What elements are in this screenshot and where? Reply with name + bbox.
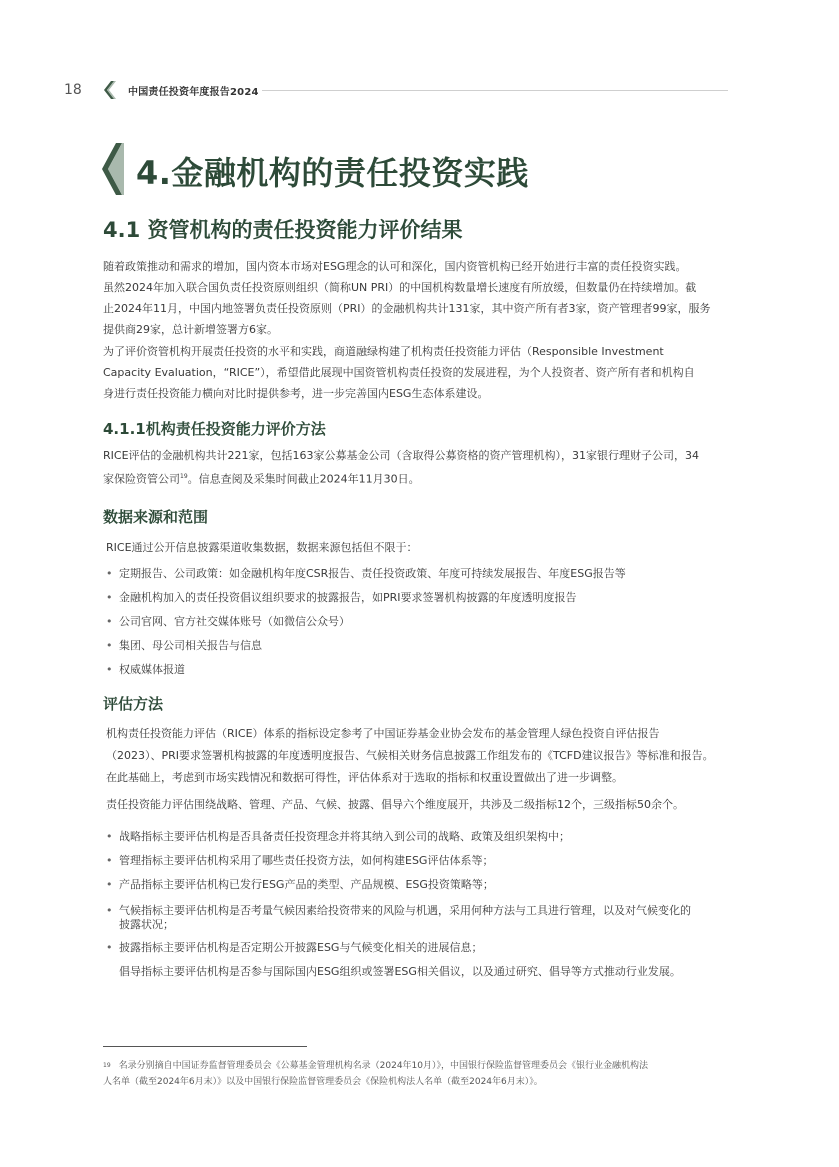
list-item [106,663,185,677]
footnote-ref: 19 [180,473,188,480]
subsection-title: 4.1.1机构责任投资能力评价方法 [103,420,326,438]
subsection-line [103,470,420,487]
bullet-icon: • [106,615,113,628]
list-item-text: 集团、母公司相关报告与信息 [119,639,262,652]
list-item-text: 权威媒体报道 [119,663,185,676]
list-item [106,941,482,955]
bullet-icon: • [106,904,113,917]
list-item [106,854,493,868]
list-item [106,615,350,629]
bullet-icon: • [106,854,113,867]
list-item-text: 产品指标主要评估机构已发行ESG产品的类型、产品规模、ESG投资策略等； [119,878,494,891]
footnote-text: 人名单（截至2024年6月末）》以及中国银行保险监督管理委员会《保险机构法人名单（截至2024年6月末）》。 [103,1077,543,1087]
intro-line: 为了评价资管机构开展责任投资的水平和实践，商道融绿构建了机构责任投资能力评估（Responsible Investment [103,345,664,358]
footnote-number: 19 [103,1062,111,1069]
list-item-text: 战略指标主要评估机构是否具备责任投资理念并将其纳入到公司的战略、政策及组织架构中； [119,830,570,843]
method-line: （2023）、PRI要求签署机构披露的年度透明度报告、气候相关财务信息披露工作组发布的《TCFD建议报告》等标准和报告。 [106,749,714,762]
list-item [106,639,262,653]
intro-line: 止2024年11月，中国内地签署负责任投资原则（PRI）的金融机构共计131家，其中资产所有者3家，资产管理者99家，服务 [103,302,711,315]
section-title: 4.1 资管机构的责任投资能力评价结果 [103,218,463,242]
list-item-text: 气候指标主要评估机构是否考量气候因素给投资带来的风险与机遇，采用何种方法与工具进行管理，以及对气候变化的 [119,904,691,917]
page-number: 18 [64,82,82,98]
list-item [106,830,570,844]
chapter-title: 4.金融机构的责任投资实践 [136,154,529,192]
bullet-icon: • [106,567,113,580]
list-item [106,567,626,581]
list-item-text: 披露指标主要评估机构是否定期公开披露ESG与气候变化相关的进展信息； [119,941,483,954]
bullet-icon: • [106,941,113,954]
bullet-icon: • [106,878,113,891]
subsection-line: RICE评估的金融机构共计221家，包括163家公募基金公司（含取得公募资格的资产管理机构），31家银行理财子公司，34 [103,449,699,462]
header-divider [262,90,728,91]
subsection-text: 。信息查阅及采集时间截止2024年11月30日。 [187,472,420,486]
method-line: 机构责任投资能力评估（RICE）体系的指标设定参考了中国证券基金业协会发布的基金管理人绿色投资自评估报告 [106,727,660,740]
intro-line: 虽然2024年加入联合国负责任投资原则组织（简称UN PRI）的中国机构数量增长速度有所放缓，但数量仍在持续增加。截 [103,281,697,294]
list-item-text: 公司官网、官方社交媒体账号（如微信公众号） [119,615,350,628]
data-sources-intro: RICE通过公开信息披露渠道收集数据，数据来源包括但不限于： [106,541,418,554]
bullet-icon: • [106,830,113,843]
bullet-icon: • [106,639,113,652]
list-item-text: 金融机构加入的责任投资倡议组织要求的披露报告，如PRI要求签署机构披露的年度透明度报告 [119,591,577,604]
chapter-chevron-icon [102,143,124,195]
method-line: 责任投资能力评估围绕战略、管理、产品、气候、披露、倡导六个维度展开，共涉及二级指标12个，三级指标50余个。 [106,798,684,811]
intro-line: Capacity Evaluation，“RICE”），希望借此展现中国资管机构责任投资的发展进程，为个人投资者、资产所有者和机构自 [103,366,695,379]
subsection-text: 家保险资管公司 [103,472,180,486]
method-line: 在此基础上，考虑到市场实践情况和数据可得性，评估体系对于选取的指标和权重设置做出了进一步调整。 [106,771,623,784]
bullet-icon: • [106,663,113,676]
method-heading: 评估方法 [103,695,164,713]
intro-line: 提供商29家，总计新增签署方6家。 [103,323,278,336]
bullet-icon: • [106,591,113,604]
intro-line: 随着政策推动和需求的增加，国内资本市场对ESG理念的认可和深化，国内资管机构已经开始进行丰富的责任投资实践。 [103,260,687,273]
list-item: 倡导指标主要评估机构是否参与国际国内ESG组织或签署ESG相关倡议，以及通过研究、倡导等方式推动行业发展。 [119,965,681,978]
report-title: 中国责任投资年度报告2024 [128,87,259,98]
data-sources-heading: 数据来源和范围 [103,508,209,526]
footnote-divider [103,1046,307,1047]
list-item-text: 定期报告、公司政策：如金融机构年度CSR报告、责任投资政策、年度可持续发展报告、年度ESG报告等 [119,567,626,580]
list-item [106,904,691,918]
footnote [103,1060,648,1072]
footnote-text: 名录分别摘自中国证券监督管理委员会《公募基金管理机构名录（2024年10月）》，中国银行保险监督管理委员会《银行业金融机构法 [118,1061,649,1071]
list-item-text: 管理指标主要评估机构采用了哪些责任投资方法，如何构建ESG评估体系等； [119,854,494,867]
intro-line: 身进行责任投资能力横向对比时提供参考，进一步完善国内ESG生态体系建设。 [103,387,489,400]
header-chevron-icon [104,81,116,99]
list-item [106,878,494,892]
list-item [106,591,577,605]
list-item-continuation: 披露状况； [119,918,174,931]
